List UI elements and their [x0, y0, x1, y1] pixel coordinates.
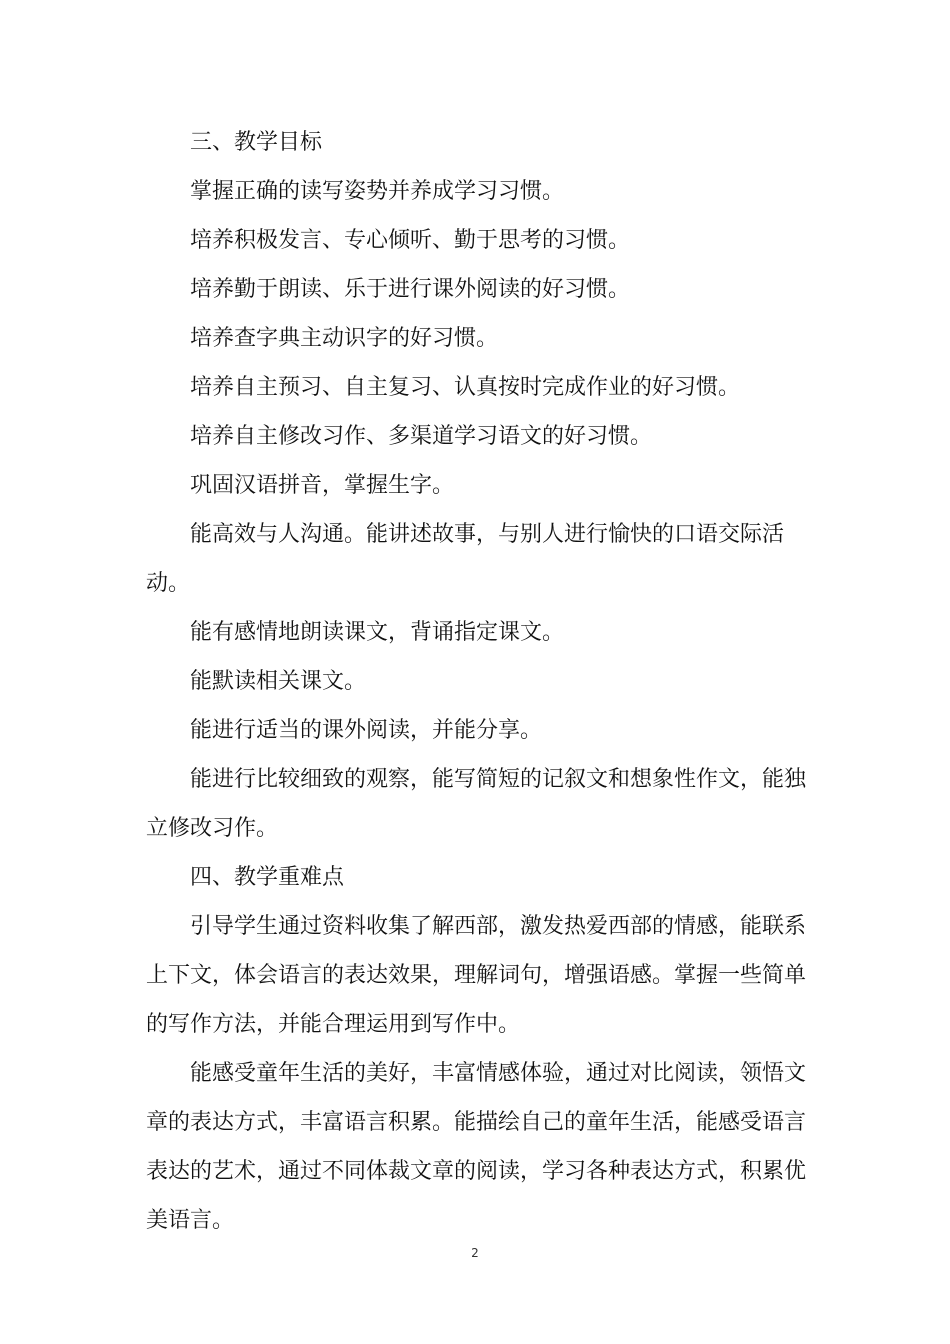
section-heading: 四、教学重难点 [190, 865, 345, 890]
paragraph: 能进行适当的课外阅读，并能分享。 [190, 718, 543, 743]
paragraph: 能进行比较细致的观察，能写简短的记叙文和想象性作文，能独立修改习作。 [146, 767, 807, 841]
paragraph: 培养积极发言、专心倾听、勤于思考的习惯。 [190, 228, 631, 253]
paragraph: 培养勤于朗读、乐于进行课外阅读的好习惯。 [190, 277, 631, 302]
paragraph: 能默读相关课文。 [190, 669, 367, 694]
document-body [146, 118, 816, 1245]
paragraph: 能有感情地朗读课文，背诵指定课文。 [190, 620, 565, 645]
page-number: 2 [471, 1246, 479, 1260]
section-heading: 三、教学目标 [190, 130, 323, 155]
paragraph: 培养查字典主动识字的好习惯。 [190, 326, 499, 351]
paragraph: 能感受童年生活的美好，丰富情感体验，通过对比阅读，领悟文章的表达方式，丰富语言积累。能描绘自己的童年生活，能感受语言表达的艺术，通过不同体裁文章的阅读，学习各种表达方式，积累优美语言。 [146, 1061, 807, 1233]
paragraph: 培养自主修改习作、多渠道学习语文的好习惯。 [190, 424, 653, 449]
paragraph: 引导学生通过资料收集了解西部，激发热爱西部的情感，能联系上下文，体会语言的表达效果，理解词句，增强语感。掌握一些简单的写作方法，并能合理运用到写作中。 [146, 914, 807, 1037]
paragraph: 巩固汉语拼音，掌握生字。 [190, 473, 455, 498]
paragraph: 能高效与人沟通。能讲述故事，与别人进行愉快的口语交际活动。 [146, 522, 785, 596]
paragraph: 培养自主预习、自主复习、认真按时完成作业的好习惯。 [190, 375, 741, 400]
paragraph: 掌握正确的读写姿势并养成学习习惯。 [190, 179, 565, 204]
